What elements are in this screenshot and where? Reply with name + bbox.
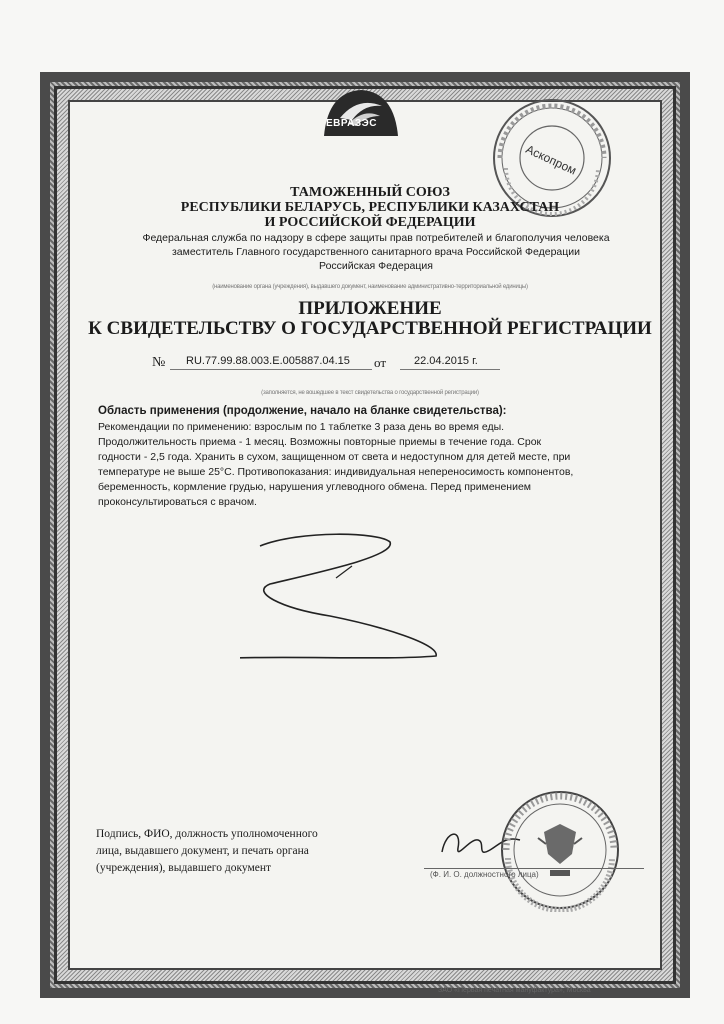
- company-stamp-text: Аскопром: [523, 142, 579, 178]
- date-underline: [400, 369, 500, 370]
- header-line-3: И РОССИЙСКОЙ ФЕДЕРАЦИИ: [264, 215, 476, 230]
- authority-caption: (наименование органа (учреждения), выдавшего документ, наименование административно-территориальной единицы): [212, 284, 528, 290]
- authority-line-1: Федеральная служба по надзору в сфере защиты прав потребителей и благополучия человека: [142, 232, 610, 244]
- official-seal-icon: [498, 788, 622, 912]
- header-line-2: РЕСПУБЛИКИ БЕЛАРУСЬ, РЕСПУБЛИКИ КАЗАХСТАН: [180, 200, 560, 215]
- authority-line-2: заместитель Главного государственного санитарного врача Российской Федерации: [171, 246, 581, 258]
- number-label: №: [152, 355, 166, 370]
- section-line: беременность, кормление грудью, нарушения углеводного обмена. Перед применением: [98, 481, 532, 493]
- section-caption: (заполняется, не вошедшее в текст свидетельства о государственной регистрации): [261, 390, 479, 396]
- fio-caption: (Ф. И. О. должностного лица): [430, 870, 539, 879]
- section-line: температуре не выше 25°C. Противопоказания: индивидуальная непереносимость компонентов,: [98, 466, 574, 478]
- section-line: Рекомендации по применению: взрослым по 1 таблетке 3 раза день во время еды.: [98, 421, 505, 433]
- logo-text: ЕВРАЗЭС: [326, 118, 378, 129]
- signature-label-line-3: (учреждения), выдавшего документ: [96, 862, 272, 874]
- certificate-date: 22.04.2015 г.: [414, 355, 478, 367]
- title-line-1: ПРИЛОЖЕНИЕ: [298, 298, 442, 319]
- printer-footer: ЗАО «Первая печатная мануфактура», Москва: [438, 987, 591, 994]
- number-underline: [170, 369, 372, 370]
- section-title: Область применения (продолжение, начало на бланке свидетельства):: [98, 405, 507, 417]
- section-line: годности - 2,5 года. Хранить в сухом, защищенном от света и недоступном для детей месте, при: [98, 451, 571, 463]
- z-cancellation-mark: [240, 528, 470, 664]
- header-line-1: ТАМОЖЕННЫЙ СОЮЗ: [290, 185, 450, 200]
- signature-label-line-1: Подпись, ФИО, должность уполномоченного: [96, 828, 318, 840]
- certificate-number: RU.77.99.88.003.E.005887.04.15: [186, 355, 350, 367]
- title-line-2: К СВИДЕТЕЛЬСТВУ О ГОСУДАРСТВЕННОЙ РЕГИСТРАЦИИ: [88, 318, 652, 339]
- evrazes-logo-icon: [318, 86, 404, 140]
- signature-label-line-2: лица, выдавшего документ, и печать органа: [96, 845, 309, 857]
- date-label: от: [374, 355, 387, 370]
- section-line: проконсультироваться с врачом.: [98, 496, 257, 508]
- section-line: Продолжительность приема - 1 месяц. Возможны повторные приемы в течение года. Срок: [98, 436, 542, 448]
- signature-underline: [424, 868, 644, 869]
- authority-line-3: Российская Федерация: [319, 260, 433, 272]
